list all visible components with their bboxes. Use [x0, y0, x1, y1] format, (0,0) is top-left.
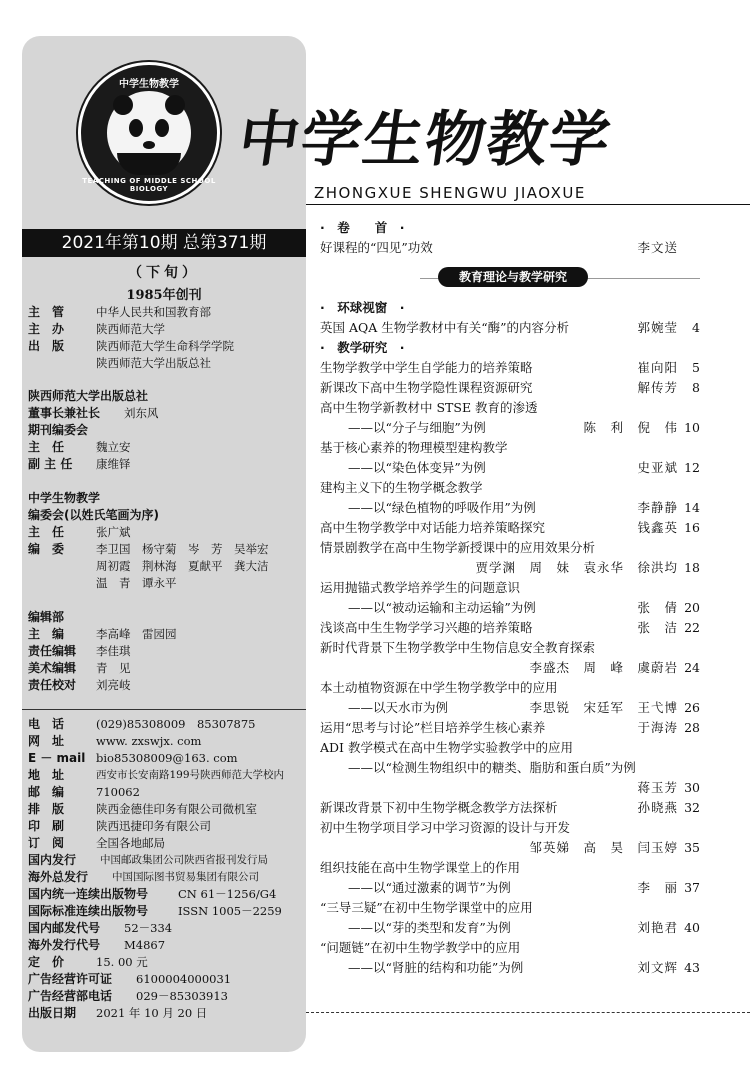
journal-title: 中学生物教学 — [234, 105, 617, 175]
contact-value: ISSN 1005－2259 — [178, 904, 282, 918]
toc-page — [678, 678, 700, 698]
editorial-member-line: 周初霞 荆林海 夏献平 龚大洁 — [96, 559, 269, 573]
contact-value: 15. 00 元 — [96, 955, 148, 969]
toc-page: 8 — [692, 380, 700, 395]
toc-author: 于海涛 — [637, 720, 678, 735]
toc-author: 邹英娣 高 昊 闫玉婷 — [529, 840, 678, 855]
toc-title: ——以“绿色植物的呼吸作用”为例 — [348, 500, 536, 515]
dept-value: 李高峰 雷园园 — [96, 627, 177, 641]
toc-title: 高中生物学教学中对话能力培养策略探究 — [320, 520, 546, 535]
contact-key: 网 址 — [28, 734, 65, 748]
toc-title: “三导三疑”在初中生物学课堂中的应用 — [320, 900, 533, 915]
toc-title: ADI 教学模式在高中生物学实验教学中的应用 — [320, 740, 573, 755]
publisher-block — [28, 388, 303, 473]
toc-entry[interactable] — [320, 878, 700, 898]
contact-key: 订 阅 — [28, 836, 65, 850]
header-rule — [306, 204, 750, 205]
toc-entry[interactable] — [320, 898, 700, 918]
toc-entry[interactable] — [320, 738, 700, 758]
section-heading: · 卷 首 · — [320, 220, 405, 235]
publisher-director-key: 主 任 — [28, 440, 65, 454]
toc-entry[interactable] — [320, 918, 700, 938]
section-heading: · 教学研究 · — [320, 340, 405, 355]
toc-page — [678, 538, 700, 558]
table-of-contents — [320, 218, 700, 978]
dept-key: 责任编辑 — [28, 644, 77, 658]
dept-key: 责任校对 — [28, 678, 77, 692]
editorial-name: 中学生物教学 — [28, 491, 101, 505]
toc-page: 16 — [684, 520, 700, 535]
toc-title: ——以“通过激素的调节”为例 — [348, 880, 511, 895]
contact-key: 邮 编 — [28, 785, 65, 799]
section-banner — [320, 264, 700, 290]
contact-key: 国内邮发代号 — [28, 921, 101, 935]
toc-title: 好课程的“四见”功效 — [320, 240, 433, 255]
toc-title: 建构主义下的生物学概念教学 — [320, 480, 483, 495]
toc-title: ——以“芽的类型和发育”为例 — [348, 920, 511, 935]
publisher-vice-value: 康维铎 — [96, 457, 131, 471]
journal-logo — [78, 62, 220, 204]
toc-page — [678, 438, 700, 458]
toc-entry[interactable] — [320, 838, 700, 858]
contact-key: 电 话 — [28, 717, 65, 731]
toc-author: 崔向阳 — [637, 360, 678, 375]
contact-key: 国际标准连续出版物号 — [28, 904, 149, 918]
toc-title: “问题链”在初中生物学教学中的应用 — [320, 940, 521, 955]
contact-value: 710062 — [96, 785, 140, 799]
toc-title: 新课改下高中生物学隐性课程资源研究 — [320, 380, 533, 395]
dept-name: 编辑部 — [28, 610, 65, 624]
toc-page — [678, 938, 700, 958]
logo-top-text: 中学生物教学 — [119, 79, 179, 90]
contact-value: 陕西金德佳印务有限公司微机室 — [96, 802, 257, 816]
contact-value: 029－85303913 — [136, 989, 228, 1003]
toc-page — [678, 898, 700, 918]
toc-entry[interactable] — [320, 438, 700, 458]
contact-key: E － mail — [28, 751, 86, 765]
toc-page: 4 — [692, 320, 700, 335]
toc-entry[interactable] — [320, 398, 700, 418]
toc-title: ——以天水市为例 — [348, 700, 449, 715]
sponsor-key: 出 版 — [28, 339, 65, 353]
toc-page — [678, 818, 700, 838]
toc-entry[interactable] — [320, 558, 700, 578]
toc-author: 李静静 — [637, 500, 678, 515]
founded-year: 1985年创刊 — [126, 288, 202, 303]
toc-page: 18 — [684, 560, 700, 575]
contact-value: 中国国际图书贸易集团有限公司 — [112, 871, 259, 883]
publisher-chair-value: 刘东风 — [124, 406, 159, 420]
editorial-member-line: 温 青 谭永平 — [96, 576, 177, 590]
toc-title — [320, 658, 529, 678]
toc-author: 贾学渊 周 妹 袁永华 徐洪均 — [475, 560, 678, 575]
toc-page: 20 — [684, 600, 700, 615]
dept-block — [28, 609, 303, 694]
toc-title: 高中生物学新教材中 STSE 教育的渗透 — [320, 400, 538, 415]
contact-key: 地 址 — [28, 768, 65, 782]
footer-dashed-rule — [306, 1012, 750, 1013]
toc-entry[interactable] — [320, 798, 700, 818]
contact-value: (029)85308009 85307875 — [96, 717, 256, 731]
dept-value: 青 见 — [96, 661, 131, 675]
toc-page: 10 — [684, 420, 700, 435]
contact-value: 52－334 — [124, 921, 173, 935]
toc-entry[interactable] — [320, 378, 700, 398]
toc-page: 40 — [684, 920, 700, 935]
contact-value: www. zxswjx. com — [96, 734, 202, 748]
toc-page: 32 — [684, 800, 700, 815]
toc-entry[interactable] — [320, 678, 700, 698]
contact-value: 2021 年 10 月 20 日 — [96, 1006, 208, 1020]
toc-title: ——以“染色体变异”为例 — [348, 460, 486, 475]
toc-author: 张 倩 — [637, 600, 678, 615]
editorial-members-key: 编 委 — [28, 542, 65, 556]
toc-entry[interactable] — [320, 698, 700, 718]
sponsor-value: 中华人民共和国教育部 — [96, 305, 211, 319]
toc-entry[interactable] — [320, 618, 700, 638]
sponsor-value: 陕西师范大学生命科学学院 — [96, 339, 234, 353]
toc-title: 运用抛锚式教学培养学生的问题意识 — [320, 580, 521, 595]
publisher-board: 期刊编委会 — [28, 423, 89, 437]
toc-page: 22 — [684, 620, 700, 635]
toc-title — [320, 838, 529, 858]
toc-entry[interactable] — [320, 598, 700, 618]
toc-page: 14 — [684, 500, 700, 515]
editorial-block — [28, 490, 303, 592]
toc-title: 生物学教学中学生自学能力的培养策略 — [320, 360, 533, 375]
issue-part: （下旬） — [128, 265, 200, 281]
toc-title: 浅谈高中生生物学学习兴趣的培养策略 — [320, 620, 533, 635]
contact-key: 印 刷 — [28, 819, 65, 833]
publisher-name: 陕西师范大学出版总社 — [28, 389, 149, 403]
toc-page — [678, 398, 700, 418]
toc-entry[interactable] — [320, 538, 700, 558]
contact-value: bio85308009@163. com — [96, 751, 238, 765]
toc-author: 郭婉莹 — [637, 320, 678, 335]
toc-page — [678, 238, 700, 258]
toc-title: 情景剧教学在高中生物学新授课中的应用效果分析 — [320, 540, 596, 555]
toc-title — [320, 558, 475, 578]
toc-entry[interactable] — [320, 778, 700, 798]
contact-key: 定 价 — [28, 955, 65, 969]
dept-key: 美术编辑 — [28, 661, 77, 675]
publisher-vice-key: 副 主 任 — [28, 457, 73, 471]
contact-key: 海外总发行 — [28, 870, 89, 884]
toc-title: 初中生物学项目学习中学习资源的设计与开发 — [320, 820, 571, 835]
toc-title: 新时代背景下生物学教学中生物信息安全教育探索 — [320, 640, 596, 655]
toc-page — [678, 858, 700, 878]
toc-entry[interactable] — [320, 238, 700, 258]
sidebar-divider — [22, 709, 306, 710]
issue-number: 2021年第10期 总第371期 — [22, 229, 306, 257]
toc-entry[interactable] — [320, 958, 700, 978]
toc-page: 28 — [684, 720, 700, 735]
dept-value: 李佳琪 — [96, 644, 131, 658]
toc-page — [678, 738, 700, 758]
toc-author: 陈 利 倪 伟 — [583, 420, 678, 435]
sponsor-key: 主 管 — [28, 305, 65, 319]
toc-page: 43 — [684, 960, 700, 975]
banner-label: 教育理论与教学研究 — [438, 267, 588, 287]
toc-entry[interactable] — [320, 358, 700, 378]
editorial-member-line: 李卫国 杨守菊 岑 芳 吴举宏 — [96, 542, 269, 556]
toc-author: 孙晓燕 — [637, 800, 678, 815]
toc-title: 英国 AQA 生物学教材中有关“酶”的内容分析 — [320, 320, 570, 335]
toc-entry[interactable] — [320, 638, 700, 658]
toc-page: 12 — [684, 460, 700, 475]
contact-key: 广告经营许可证 — [28, 972, 113, 986]
contact-key: 国内统一连续出版物号 — [28, 887, 149, 901]
toc-entry[interactable] — [320, 858, 700, 878]
contact-value: M4867 — [124, 938, 166, 952]
toc-page — [678, 578, 700, 598]
publisher-chair-key: 董事长兼社长 — [28, 406, 101, 420]
toc-title: 组织技能在高中生物学课堂上的作用 — [320, 860, 521, 875]
toc-entry[interactable] — [320, 758, 700, 778]
toc-author: 蒋玉芳 — [637, 780, 678, 795]
toc-author: 李文送 — [637, 240, 678, 255]
toc-author: 刘文辉 — [637, 960, 678, 975]
toc-page: 30 — [684, 780, 700, 795]
dept-value: 刘亮岐 — [96, 678, 131, 692]
contact-key: 海外发行代号 — [28, 938, 101, 952]
toc-title: ——以“分子与细胞”为例 — [348, 420, 486, 435]
toc-author: 李盛杰 周 峰 虞蔚岩 — [529, 660, 678, 675]
panda-icon — [107, 91, 191, 175]
toc-list — [320, 358, 700, 978]
editorial-director-key: 主 任 — [28, 525, 65, 539]
contact-value: 陕西迅捷印务有限公司 — [96, 819, 211, 833]
toc-title: ——以“肾脏的结构和功能”为例 — [348, 960, 524, 975]
toc-page — [678, 638, 700, 658]
toc-entry[interactable] — [320, 578, 700, 598]
toc-entry[interactable] — [320, 418, 700, 438]
toc-page: 35 — [684, 840, 700, 855]
toc-entry[interactable] — [320, 658, 700, 678]
contact-value: 西安市长安南路199号陕西师范大学校内 — [96, 769, 285, 781]
contact-key: 国内发行 — [28, 853, 77, 867]
sponsor-key — [28, 355, 96, 372]
contact-key: 出版日期 — [28, 1006, 77, 1020]
toc-author: 钱鑫英 — [637, 520, 678, 535]
logo-bottom-text: TEACHING OF MIDDLE SCHOOL BIOLOGY — [82, 177, 216, 193]
toc-entry[interactable] — [320, 818, 700, 838]
contact-value: CN 61－1256/G4 — [178, 887, 277, 901]
contact-value: 全国各地邮局 — [96, 836, 165, 850]
toc-author: 解传芳 — [637, 380, 678, 395]
editorial-director-value: 张广斌 — [96, 525, 131, 539]
sponsor-block — [28, 304, 303, 372]
toc-entry[interactable] — [320, 478, 700, 498]
contact-key: 排 版 — [28, 802, 65, 816]
contact-value: 6100004000031 — [136, 972, 232, 986]
sponsor-value: 陕西师范大学出版总社 — [96, 356, 211, 370]
toc-author: 李 丽 — [637, 880, 678, 895]
toc-entry[interactable] — [320, 318, 700, 338]
toc-page — [678, 758, 700, 778]
toc-author: 史亚斌 — [637, 460, 678, 475]
toc-author: 张 洁 — [637, 620, 678, 635]
contact-value: 中国邮政集团公司陕西省报刊发行局 — [100, 854, 268, 866]
contact-block — [28, 716, 303, 1022]
toc-title: ——以“检测生物组织中的糖类、脂肪和蛋白质”为例 — [348, 760, 636, 775]
sponsor-key: 主 办 — [28, 322, 65, 336]
toc-page: 26 — [684, 700, 700, 715]
contact-key: 广告经营部电话 — [28, 989, 113, 1003]
toc-title: 运用“思考与讨论”栏目培养学生核心素养 — [320, 720, 546, 735]
section-heading: · 环球视窗 · — [320, 300, 405, 315]
editorial-committee: 编委会(以姓氏笔画为序) — [28, 508, 159, 522]
toc-page: 24 — [684, 660, 700, 675]
toc-page — [678, 478, 700, 498]
toc-page: 5 — [692, 360, 700, 375]
toc-entry[interactable] — [320, 718, 700, 738]
toc-author: 刘艳君 — [637, 920, 678, 935]
toc-title: ——以“被动运输和主动运输”为例 — [348, 600, 536, 615]
toc-entry[interactable] — [320, 938, 700, 958]
toc-entry[interactable] — [320, 518, 700, 538]
toc-entry[interactable] — [320, 458, 700, 478]
toc-title — [320, 778, 637, 798]
publisher-director-value: 魏立安 — [96, 440, 131, 454]
journal-title-pinyin: ZHONGXUE SHENGWU JIAOXUE — [314, 184, 586, 202]
toc-title: 本土动植物资源在中学生物学教学中的应用 — [320, 680, 558, 695]
toc-page: 37 — [684, 880, 700, 895]
sponsor-value: 陕西师范大学 — [96, 322, 165, 336]
toc-author: 李思锐 宋廷军 王弋博 — [529, 700, 678, 715]
toc-entry[interactable] — [320, 498, 700, 518]
toc-title: 基于核心素养的物理模型建构教学 — [320, 440, 508, 455]
toc-title: 新课改背景下初中生物学概念教学方法探析 — [320, 800, 558, 815]
dept-key: 主 编 — [28, 627, 65, 641]
